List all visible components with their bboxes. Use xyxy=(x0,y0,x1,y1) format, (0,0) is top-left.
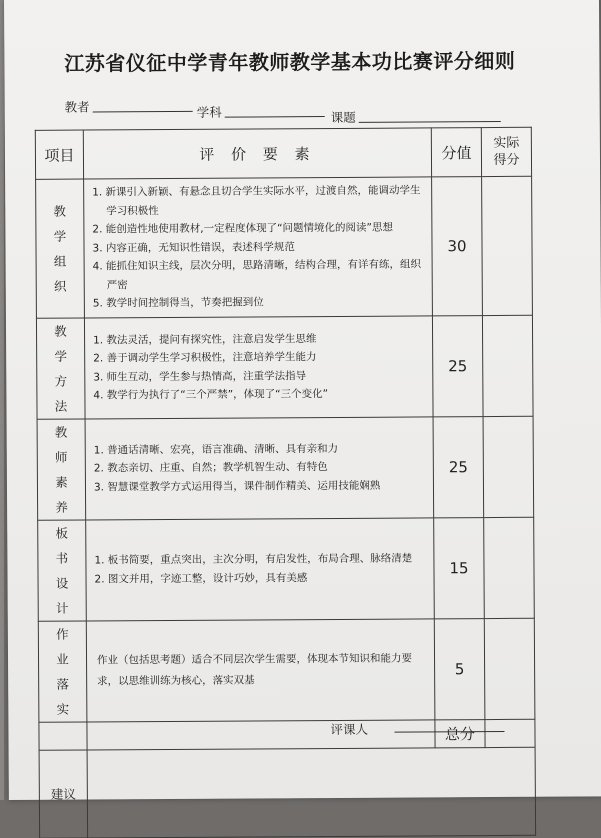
criteria-item: 1. 教法灵活，提问有探究性，注意启发学生思维 xyxy=(93,332,317,346)
total-blank-cell xyxy=(39,722,87,750)
topic-field[interactable] xyxy=(359,107,501,123)
max-score-cell: 25 xyxy=(433,416,484,517)
criteria-cell xyxy=(85,416,434,519)
actual-score-cell[interactable] xyxy=(484,517,535,618)
category-cell xyxy=(38,621,87,722)
criteria-cell: 作业（包括思考题）适合不同层次学生需要，体现本节知识和能力要求，以思维训练为核心，落实双基 xyxy=(86,618,435,721)
teacher-label: 教者 xyxy=(64,99,90,115)
subject-label: 学科 xyxy=(196,104,222,120)
table-row xyxy=(38,517,535,621)
criteria-item: 5. 教学时间控制得当，节奏把握到位 xyxy=(92,296,264,310)
criteria-item: 2. 图文并用，字迹工整，设计巧妙，具有美感 xyxy=(94,571,308,585)
category-char: 法 xyxy=(54,398,68,414)
category-char: 实 xyxy=(56,701,70,717)
actual-score-cell[interactable] xyxy=(484,618,535,719)
evaluation-sheet xyxy=(4,0,601,800)
actual-score-cell[interactable] xyxy=(482,176,533,315)
criteria-item: 2. 善于调动学生学习积极性，注意培养学生能力 xyxy=(93,351,317,365)
header-actual-line2: 得分 xyxy=(493,152,520,169)
category-cell xyxy=(36,179,85,318)
suggestion-row xyxy=(39,747,536,838)
category-char: 教 xyxy=(53,203,67,219)
criteria-item: 3. 智慧课堂教学方式运用得当，课件制作精美、运用技能娴熟 xyxy=(93,479,381,494)
page-title: 江苏省仪征中学青年教师教学基本功比赛评分细则 xyxy=(64,48,516,76)
criteria-item: 3. 师生互动，学生参与热情高，注重学法指导 xyxy=(93,369,307,383)
suggestion-field[interactable] xyxy=(87,747,536,838)
criteria-item: 1. 普通话清晰、宏亮，语言准确、清晰、具有亲和力 xyxy=(93,442,339,457)
category-char: 教 xyxy=(54,323,67,339)
category-char: 师 xyxy=(54,449,68,465)
total-score-cell[interactable] xyxy=(485,719,535,747)
total-label: 总分 xyxy=(435,719,485,747)
category-char: 作 xyxy=(56,626,69,642)
category-char: 书 xyxy=(55,550,69,566)
category-char: 学 xyxy=(54,348,67,364)
category-char: 方 xyxy=(54,373,68,389)
criteria-item: 2. 教态亲切、庄重、自然；教学机智生动、有特色 xyxy=(93,461,328,475)
category-char: 教 xyxy=(54,424,68,440)
max-score-cell: 30 xyxy=(432,177,483,316)
category-char: 组 xyxy=(53,253,67,269)
evaluator-label: 评课人 xyxy=(330,721,369,738)
criteria-item: 1. 新课引入新颖、有悬念且切合学生实际水平，过渡自然，能调动学生学习积极性 xyxy=(92,184,421,217)
category-char: 设 xyxy=(55,575,69,591)
header-criteria: 评 价 要 素 xyxy=(83,128,431,179)
category-char: 计 xyxy=(55,600,69,616)
max-score-cell: 25 xyxy=(432,315,483,416)
total-row xyxy=(39,719,535,750)
header-actual-line1: 实际 xyxy=(493,135,520,152)
category-char: 学 xyxy=(53,228,67,244)
header-fields xyxy=(5,92,600,126)
category-cell xyxy=(36,318,85,419)
teacher-field[interactable] xyxy=(93,97,193,113)
suggestion-label: 建议 xyxy=(39,750,88,838)
criteria-item: 4. 能抓住知识主线，层次分明，思路清晰，结构合理，有详有练，组织严密 xyxy=(92,258,422,291)
category-cell xyxy=(38,520,87,621)
max-score-cell: 5 xyxy=(434,618,485,719)
category-char: 板 xyxy=(55,525,69,541)
criteria-item: 3. 内容正确，无知识性错误，表述科学规范 xyxy=(92,240,295,254)
header-item: 项目 xyxy=(35,130,83,179)
criteria-item: 2. 能创造性地使用教材,一定程度体现了“问题情境化的阅读”思想 xyxy=(92,221,394,236)
criteria-item: 1. 板书简要，重点突出，主次分明，有启发性，布局合理、脉络清楚 xyxy=(94,552,413,567)
topic-label: 课题 xyxy=(330,109,356,126)
actual-score-cell[interactable] xyxy=(482,315,533,416)
actual-score-cell[interactable] xyxy=(483,416,534,517)
table-row xyxy=(38,618,535,722)
subject-field[interactable] xyxy=(225,102,325,118)
criteria-item: 4. 教学行为执行了“三个严禁”，体现了“三个变化” xyxy=(93,388,329,402)
category-char: 织 xyxy=(53,278,67,294)
criteria-cell xyxy=(84,177,433,318)
table-row xyxy=(36,176,533,318)
binder-edge xyxy=(0,0,4,800)
criteria-cell xyxy=(86,517,435,620)
table-header-row xyxy=(35,127,531,179)
table-row xyxy=(36,315,533,419)
category-char: 业 xyxy=(56,651,69,667)
total-blank-cell xyxy=(87,719,435,749)
category-char: 落 xyxy=(56,676,69,692)
header-score: 分值 xyxy=(431,128,481,177)
category-char: 养 xyxy=(55,499,68,515)
category-char: 素 xyxy=(55,474,68,490)
header-actual-score xyxy=(481,127,531,176)
max-score-cell: 15 xyxy=(434,517,485,618)
criteria-cell xyxy=(84,315,433,418)
category-cell xyxy=(37,419,86,520)
table-row xyxy=(37,416,534,520)
